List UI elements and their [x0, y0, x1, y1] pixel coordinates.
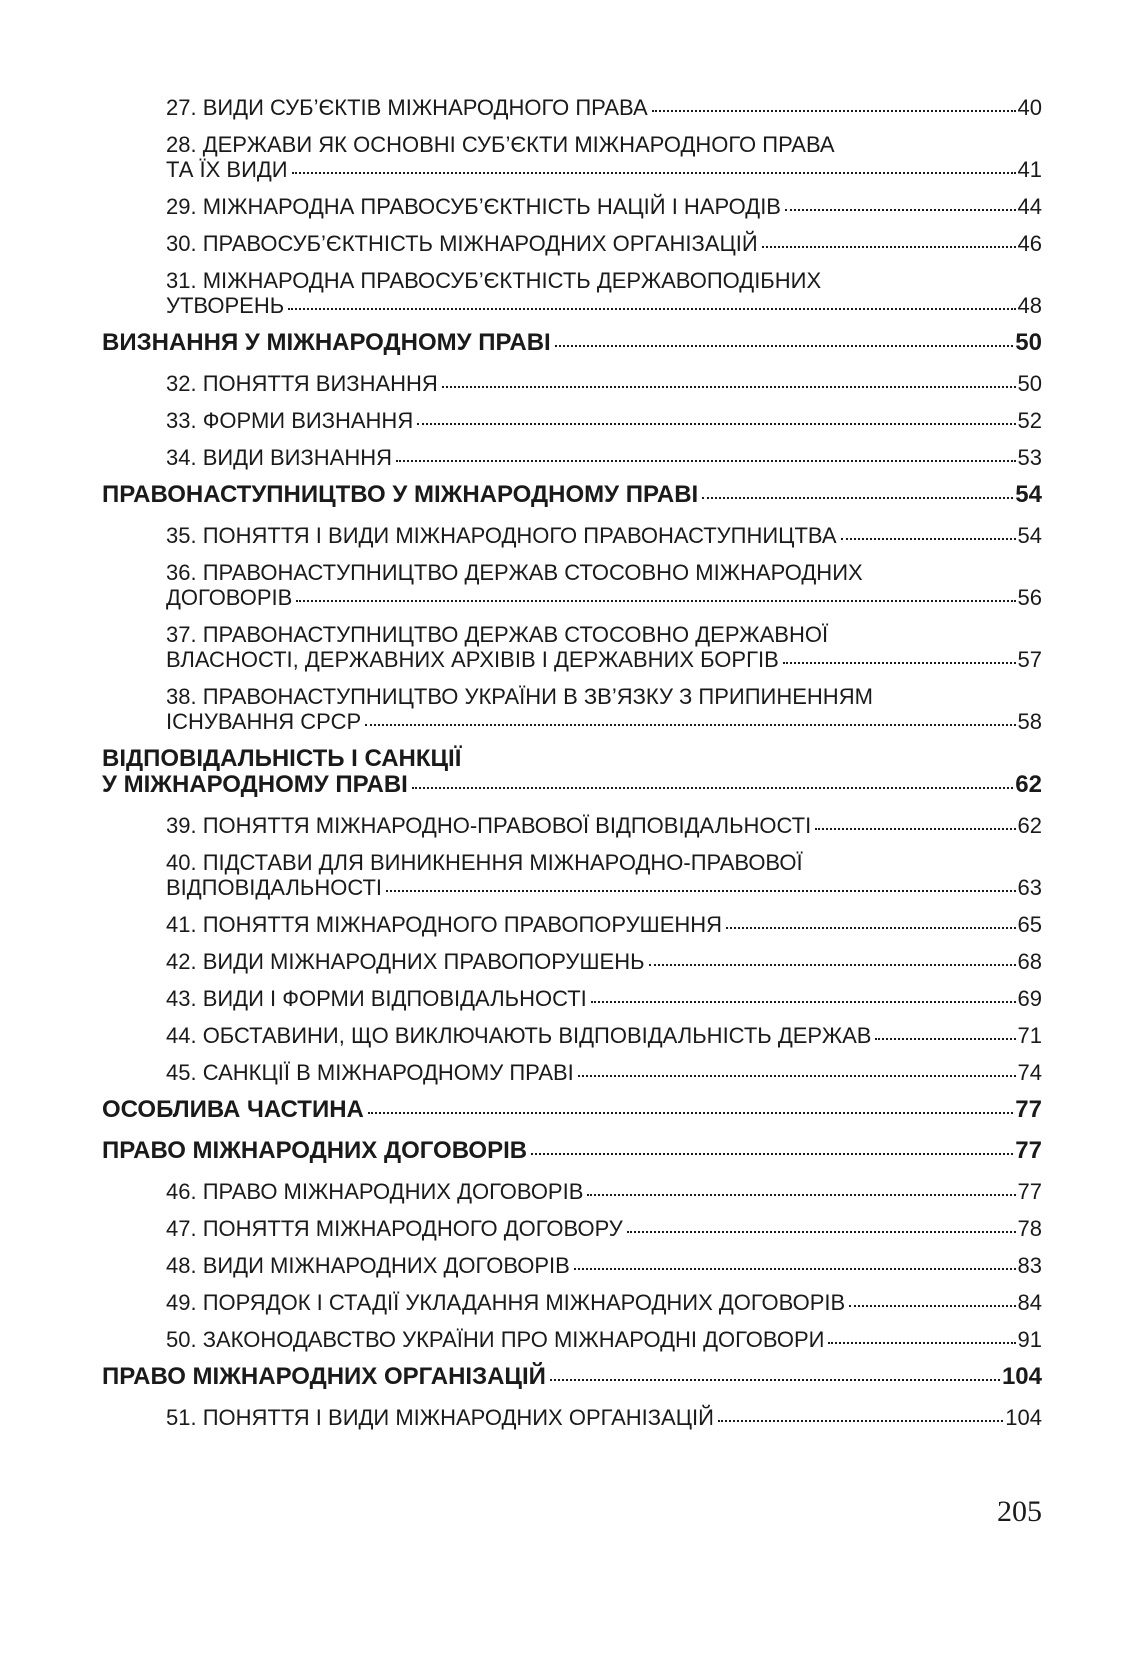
toc-entry-page: 74 [1017, 1060, 1042, 1085]
toc-entry-line [166, 1216, 1042, 1241]
toc-entry-title: ІСНУВАННЯ СРСР [166, 709, 362, 734]
toc-entry-page: 77 [1017, 1179, 1042, 1204]
toc-entry[interactable] [0, 813, 1142, 838]
toc-entry-title: 39. ПОНЯТТЯ МІЖНАРОДНО-ПРАВОВОЇ ВІДПОВІДАЛЬНОСТІ [166, 813, 812, 838]
toc-entry-title: 41. ПОНЯТТЯ МІЖНАРОДНОГО ПРАВОПОРУШЕННЯ [166, 912, 723, 937]
dot-leader [412, 787, 1013, 789]
toc-entry-line [166, 157, 1042, 182]
toc-entry-line [166, 445, 1042, 470]
dot-leader [649, 964, 1016, 966]
toc-entry[interactable] [0, 95, 1142, 120]
toc-entry-title: 42. ВИДИ МІЖНАРОДНИХ ПРАВОПОРУШЕНЬ [166, 949, 645, 974]
toc-entry-line [166, 231, 1042, 256]
toc-entry-page: 54 [1015, 481, 1042, 508]
toc-entry[interactable] [0, 268, 1142, 318]
toc-entry-line [166, 1327, 1042, 1352]
toc-entry[interactable] [0, 1023, 1142, 1048]
toc-entry[interactable] [0, 986, 1142, 1011]
toc-entry-line [166, 986, 1042, 1011]
toc-entry-title: 45. САНКЦІЇ В МІЖНАРОДНОМУ ПРАВІ [166, 1060, 574, 1085]
toc-entry-title: ТА ЇХ ВИДИ [166, 157, 288, 182]
toc-entry-title: 50. ЗАКОНОДАВСТВО УКРАЇНИ ПРО МІЖНАРОДНІ ДОГОВОРИ [166, 1327, 825, 1352]
dot-leader [368, 1112, 1013, 1114]
toc-entry-line [102, 1097, 1042, 1123]
toc-entry-page: 91 [1017, 1327, 1042, 1352]
dot-leader [875, 1038, 1015, 1040]
toc-entry-page: 62 [1015, 771, 1042, 798]
toc-entry-page: 78 [1017, 1216, 1042, 1241]
toc-entry-page: 77 [1015, 1096, 1042, 1123]
toc-entry[interactable] [0, 560, 1142, 610]
toc-entry[interactable] [0, 1216, 1142, 1241]
toc-entry-line [102, 772, 1042, 798]
toc-entry-title: ДОГОВОРІВ [166, 585, 293, 610]
dot-leader [531, 1153, 1013, 1155]
toc-entry[interactable] [0, 523, 1142, 548]
dot-leader [386, 890, 1015, 892]
toc-entry-title: 46. ПРАВО МІЖНАРОДНИХ ДОГОВОРІВ [166, 1179, 584, 1204]
toc-entry-title: 48. ВИДИ МІЖНАРОДНИХ ДОГОВОРІВ [166, 1253, 570, 1278]
toc-entry-page: 54 [1017, 523, 1042, 548]
toc-entry-page: 77 [1015, 1137, 1042, 1164]
dot-leader [587, 1194, 1015, 1196]
toc-entry-title: 51. ПОНЯТТЯ І ВИДИ МІЖНАРОДНИХ ОРГАНІЗАЦІЙ [166, 1405, 714, 1430]
toc-entry-title: ПРАВО МІЖНАРОДНИХ ДОГОВОРІВ [102, 1137, 528, 1164]
toc-entry[interactable] [0, 912, 1142, 937]
toc-section-heading[interactable] [0, 482, 1142, 508]
dot-leader [828, 1342, 1015, 1344]
toc-entry-title: 35. ПОНЯТТЯ І ВИДИ МІЖНАРОДНОГО ПРАВОНАСТУПНИЦТВА [166, 523, 837, 548]
toc-entry-page: 46 [1017, 231, 1042, 256]
toc-entry-title: 44. ОБСТАВИНИ, ЩО ВИКЛЮЧАЮТЬ ВІДПОВІДАЛЬНІСТЬ ДЕРЖАВ [166, 1023, 872, 1048]
dot-leader [296, 600, 1015, 602]
toc-entry-title: У МІЖНАРОДНОМУ ПРАВІ [102, 771, 408, 798]
toc-entry[interactable] [0, 1327, 1142, 1352]
toc-entry[interactable] [0, 949, 1142, 974]
toc-entry-title: ВИЗНАННЯ У МІЖНАРОДНОМУ ПРАВІ [102, 329, 551, 356]
toc-entry-title: УТВОРЕНЬ [166, 293, 285, 318]
toc-entry-page: 63 [1017, 875, 1042, 900]
toc-entry-line [166, 647, 1042, 672]
toc-entry-line [166, 194, 1042, 219]
dot-leader [555, 345, 1014, 347]
toc-section-heading[interactable] [0, 1097, 1142, 1123]
toc-entry-line [166, 1405, 1042, 1430]
toc-entry-title: ОСОБЛИВА ЧАСТИНА [102, 1096, 364, 1123]
dot-leader [815, 828, 1015, 830]
toc-entry-title: ПРАВОНАСТУПНИЦТВО У МІЖНАРОДНОМУ ПРАВІ [102, 481, 699, 508]
toc-entry-title: ВІДПОВІДАЛЬНОСТІ [166, 875, 383, 900]
toc-entry-line [166, 293, 1042, 318]
toc-entry[interactable] [0, 684, 1142, 734]
toc-entry-title: ВЛАСНОСТІ, ДЕРЖАВНИХ АРХІВІВ І ДЕРЖАВНИХ БОРГІВ [166, 647, 779, 672]
dot-leader [578, 1075, 1016, 1077]
toc-entry-page: 104 [1001, 1363, 1042, 1390]
dot-leader [718, 1420, 1003, 1422]
toc-entry-title-line: 31. МІЖНАРОДНА ПРАВОСУБ’ЄКТНІСТЬ ДЕРЖАВОПОДІБНИХ [166, 268, 822, 293]
toc-entry-line [166, 1179, 1042, 1204]
toc-entry-title: 43. ВИДИ І ФОРМИ ВІДПОВІДАЛЬНОСТІ [166, 986, 587, 1011]
toc-entry-page: 40 [1017, 95, 1042, 120]
dot-leader [652, 110, 1016, 112]
toc-entry-line [102, 330, 1042, 356]
toc-entry-line [166, 1253, 1042, 1278]
toc-entry-page: 104 [1005, 1405, 1042, 1430]
toc-entry-line [166, 1060, 1042, 1085]
toc-entry-page: 44 [1017, 194, 1042, 219]
toc-entry-line [102, 1364, 1042, 1390]
dot-leader [288, 308, 1015, 310]
toc-entry[interactable] [0, 850, 1142, 900]
toc-entry[interactable] [0, 1060, 1142, 1085]
dot-leader [591, 1001, 1016, 1003]
toc-entry-line [166, 912, 1042, 937]
toc-entry-page: 50 [1015, 329, 1042, 356]
toc-entry[interactable] [0, 194, 1142, 219]
toc-entry-page: 68 [1017, 949, 1042, 974]
toc-entry-line [166, 875, 1042, 900]
toc-entry-title: 29. МІЖНАРОДНА ПРАВОСУБ’ЄКТНІСТЬ НАЦІЙ І НАРОДІВ [166, 194, 781, 219]
dot-leader [849, 1305, 1015, 1307]
toc-entry-page: 69 [1017, 986, 1042, 1011]
dot-leader [550, 1379, 1000, 1381]
toc-entry-page: 48 [1017, 293, 1042, 318]
toc-entry-line [166, 408, 1042, 433]
table-of-contents [0, 95, 1142, 1442]
toc-entry-title: 32. ПОНЯТТЯ ВИЗНАННЯ [166, 371, 438, 396]
toc-entry-title-line: 36. ПРАВОНАСТУПНИЦТВО ДЕРЖАВ СТОСОВНО МІЖНАРОДНИХ [166, 560, 863, 585]
toc-section-heading[interactable] [0, 330, 1142, 356]
dot-leader [417, 423, 1015, 425]
toc-entry-line [166, 95, 1042, 120]
toc-entry-line [166, 1290, 1042, 1315]
toc-entry[interactable] [0, 132, 1142, 182]
dot-leader [726, 927, 1015, 929]
dot-leader [396, 460, 1016, 462]
toc-entry-line [166, 1023, 1042, 1048]
toc-section-heading[interactable] [0, 1138, 1142, 1164]
dot-leader [574, 1268, 1016, 1270]
toc-entry-line [166, 585, 1042, 610]
toc-entry-title-line: 40. ПІДСТАВИ ДЛЯ ВИНИКНЕННЯ МІЖНАРОДНО-ПРАВОВОЇ [166, 850, 803, 875]
toc-entry[interactable] [0, 1253, 1142, 1278]
toc-entry-title: 49. ПОРЯДОК І СТАДІЇ УКЛАДАННЯ МІЖНАРОДНИХ ДОГОВОРІВ [166, 1290, 846, 1315]
toc-entry-line [102, 482, 1042, 508]
toc-entry-page: 57 [1017, 647, 1042, 672]
toc-entry-page: 71 [1017, 1023, 1042, 1048]
dot-leader [442, 386, 1016, 388]
toc-entry[interactable] [0, 445, 1142, 470]
toc-entry-title: 30. ПРАВОСУБ’ЄКТНІСТЬ МІЖНАРОДНИХ ОРГАНІЗАЦІЙ [166, 231, 758, 256]
toc-entry-page: 65 [1017, 912, 1042, 937]
toc-entry-title: 27. ВИДИ СУБ’ЄКТІВ МІЖНАРОДНОГО ПРАВА [166, 95, 648, 120]
toc-entry-page: 84 [1017, 1290, 1042, 1315]
toc-entry-title-line: 37. ПРАВОНАСТУПНИЦТВО ДЕРЖАВ СТОСОВНО ДЕРЖАВНОЇ [166, 622, 829, 647]
toc-entry-page: 50 [1017, 371, 1042, 396]
dot-leader [627, 1231, 1016, 1233]
toc-entry-page: 56 [1017, 585, 1042, 610]
toc-entry-title: ПРАВО МІЖНАРОДНИХ ОРГАНІЗАЦІЙ [102, 1363, 546, 1390]
toc-entry[interactable] [0, 622, 1142, 672]
toc-entry-title: 34. ВИДИ ВИЗНАННЯ [166, 445, 393, 470]
dot-leader [783, 662, 1016, 664]
toc-entry[interactable] [0, 371, 1142, 396]
toc-entry[interactable] [0, 231, 1142, 256]
dot-leader [762, 246, 1016, 248]
dot-leader [785, 209, 1016, 211]
toc-entry[interactable] [0, 1179, 1142, 1204]
toc-section-heading[interactable] [0, 746, 1142, 798]
toc-entry-page: 53 [1017, 445, 1042, 470]
toc-entry[interactable] [0, 1290, 1142, 1315]
dot-leader [841, 538, 1016, 540]
toc-entry-line [166, 709, 1042, 734]
dot-leader [702, 497, 1013, 499]
toc-entry-title-line: 38. ПРАВОНАСТУПНИЦТВО УКРАЇНИ В ЗВ’ЯЗКУ З ПРИПИНЕННЯМ [166, 684, 873, 709]
toc-entry-title: 47. ПОНЯТТЯ МІЖНАРОДНОГО ДОГОВОРУ [166, 1216, 623, 1241]
toc-entry-line [102, 1138, 1042, 1164]
page-number: 205 [997, 1495, 1042, 1528]
toc-entry-page: 83 [1017, 1253, 1042, 1278]
toc-section-heading[interactable] [0, 1364, 1142, 1390]
toc-entry-page: 41 [1017, 157, 1042, 182]
toc-entry-line [166, 371, 1042, 396]
dot-leader [365, 724, 1015, 726]
toc-entry-line [166, 813, 1042, 838]
toc-entry-title: 33. ФОРМИ ВИЗНАННЯ [166, 408, 414, 433]
toc-entry-page: 58 [1017, 709, 1042, 734]
toc-entry-page: 52 [1017, 408, 1042, 433]
toc-entry-title-line: 28. ДЕРЖАВИ ЯК ОСНОВНІ СУБ’ЄКТИ МІЖНАРОДНОГО ПРАВА [166, 132, 835, 157]
toc-entry[interactable] [0, 1405, 1142, 1430]
toc-entry-line [166, 949, 1042, 974]
toc-entry-line [166, 523, 1042, 548]
toc-entry[interactable] [0, 408, 1142, 433]
toc-entry-title-line: ВІДПОВІДАЛЬНІСТЬ І САНКЦІЇ [102, 745, 462, 772]
dot-leader [292, 172, 1016, 174]
toc-entry-page: 62 [1017, 813, 1042, 838]
